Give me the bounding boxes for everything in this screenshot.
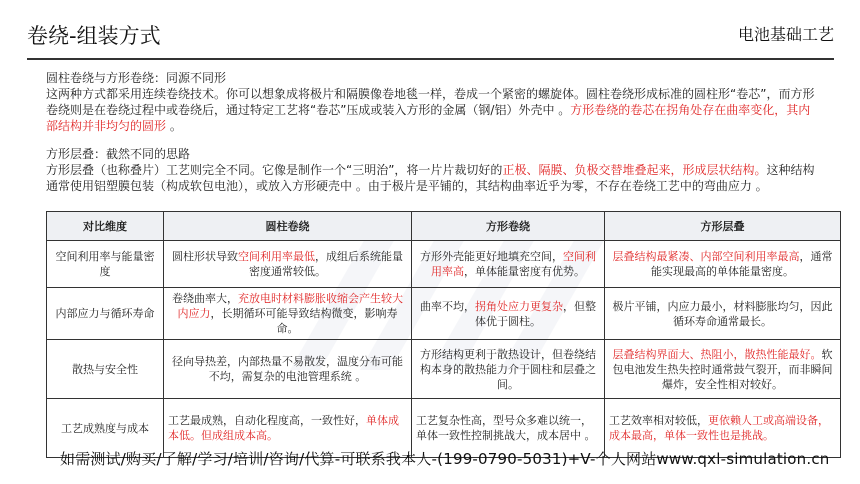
- prismatic-stacked-cell: [605, 340, 841, 399]
- highlight-text: 单体成本低。但成组成本高。: [168, 414, 399, 442]
- table-row: [47, 340, 841, 399]
- comparison-table: [46, 211, 841, 458]
- table-row: [47, 288, 841, 340]
- stack-paragraph: [46, 146, 820, 194]
- cell-text: 极片平铺，内应力最小，材料膨胀均匀，因此循环寿命通常最长。: [612, 299, 833, 328]
- prismatic-stacked-cell: [605, 288, 841, 340]
- cell-text: 方形结构更利于散热设计，但卷绕结构本身的散热能力介于圆柱和层叠之间。: [420, 347, 596, 391]
- highlight-text: 充放电时材料膨胀收缩会产生较大内应力: [177, 292, 403, 320]
- highlight-text: 层叠结构界面大、热阻小，散热性能最好。: [612, 347, 822, 361]
- cell-text: 方形外壳能更好地填充空间，: [420, 250, 563, 263]
- intro-text: 这两种方式都采用连续卷绕技术。你可以想象成将极片和隔膜像卷地毯一样，卷成一个紧密的螺旋体。圆柱卷绕形成标准的圆柱形“卷芯”，而方形卷绕则是在卷绕过程中或卷绕后，通过特定工艺将“卷芯”压成或装入方形的金属（钢/铝）外壳中 。: [46, 87, 815, 117]
- cell-text: ，长期循环可能导致结构微变，影响寿命。: [210, 307, 398, 335]
- dimension-cell: 工艺成熟度与成本: [47, 399, 164, 458]
- stack-text-a: 方形层叠（也称叠片）工艺则完全不同。它像是制作一个“三明治”，将一片片裁切好的: [46, 163, 503, 177]
- highlight-text: 空间利用率最低: [238, 250, 315, 263]
- prismatic-stacked-cell: [605, 241, 841, 288]
- cell-text: ，但整体优于圆柱。: [475, 299, 596, 328]
- cell-text: ，单体能量密度有优势。: [464, 265, 585, 278]
- cell-text: ，成组后系统能量密度通常较低。: [249, 250, 403, 278]
- header-dimension: 对比维度: [47, 212, 164, 241]
- table-body: [47, 241, 841, 458]
- dimension-cell: 散热与安全性: [47, 340, 164, 399]
- prismatic-wound-cell: [412, 241, 605, 288]
- header-cylindrical: 圆柱卷绕: [164, 212, 412, 241]
- cell-text: 径向导热差，内部热量不易散发，温度分布可能不均，需复杂的电池管理系统 。: [172, 355, 403, 383]
- title-divider: [27, 58, 834, 60]
- highlight-text: 空间利用率高: [431, 250, 596, 278]
- header-prismatic-stacked: 方形层叠: [605, 212, 841, 241]
- page-title: 卷绕-组装方式: [27, 24, 161, 48]
- cell-text: 软包电池发生热失控时通常鼓气裂开，而非瞬间爆炸，安全性相对较好。: [612, 347, 833, 391]
- cell-text: 圆柱形状导致: [172, 250, 238, 263]
- stack-heading: 方形层叠：截然不同的思路: [46, 147, 191, 161]
- highlight-text: 拐角处应力更复杂: [475, 299, 563, 313]
- stack-highlight: 正极、隔膜、负极交替堆叠起来，形成层状结构。: [502, 163, 767, 177]
- cell-text: 卷绕曲率大，: [172, 292, 238, 305]
- cell-text: 工艺效率相对较低，: [609, 414, 708, 427]
- prismatic-wound-cell: [412, 340, 605, 399]
- cylindrical-cell: [164, 241, 412, 288]
- intro-body: [46, 86, 820, 134]
- stack-text-b: 这种结构通常使用铝塑膜包装（构成软包电池），或放入方形硬壳中 。由于极片是平铺的，其结构曲率近乎为零，不存在卷绕工艺中的弯曲应力 。: [46, 163, 815, 193]
- dimension-cell: 空间利用率与能量密度: [47, 241, 164, 288]
- cylindrical-cell: [164, 288, 412, 340]
- intro-tail: 。: [166, 119, 182, 133]
- stack-body: [46, 162, 820, 194]
- highlight-text: 更依赖人工或高端设备，成本最高，单体一致性也是挑战。: [609, 414, 829, 442]
- table-header-row: [47, 212, 841, 241]
- prismatic-wound-cell: [412, 288, 605, 340]
- contact-footer: 如需测试/购买/了解/学习/培训/咨询/代算-可联系我本人-(199-0790-5031)+V-个人网站www.qxl-simulation.cn: [60, 450, 830, 468]
- intro-highlight: 方形卷绕的卷芯在拐角处存在曲率变化，其内部结构并非均匀的圆形: [46, 103, 811, 133]
- cylindrical-cell: [164, 340, 412, 399]
- table-row: [47, 241, 841, 288]
- dimension-cell: 内部应力与循环寿命: [47, 288, 164, 340]
- cell-text: 工艺最成熟，自动化程度高，一致性好，: [168, 414, 366, 427]
- brand-label: 电池基础工艺: [737, 25, 834, 44]
- highlight-text: 层叠结构最紧凑、内部空间利用率最高: [612, 250, 800, 263]
- intro-heading: 圆柱卷绕与方形卷绕：同源不同形: [46, 71, 227, 85]
- header-prismatic-wound: 方形卷绕: [412, 212, 605, 241]
- cell-text: 曲率不均，: [420, 299, 475, 313]
- cell-text: 工艺复杂性高，型号众多难以统一，单体一致性控制挑战大，成本居中 。: [416, 414, 596, 442]
- intro-paragraph: [46, 70, 820, 134]
- cell-text: ，通常能实现最高的单体能量密度。: [651, 250, 833, 278]
